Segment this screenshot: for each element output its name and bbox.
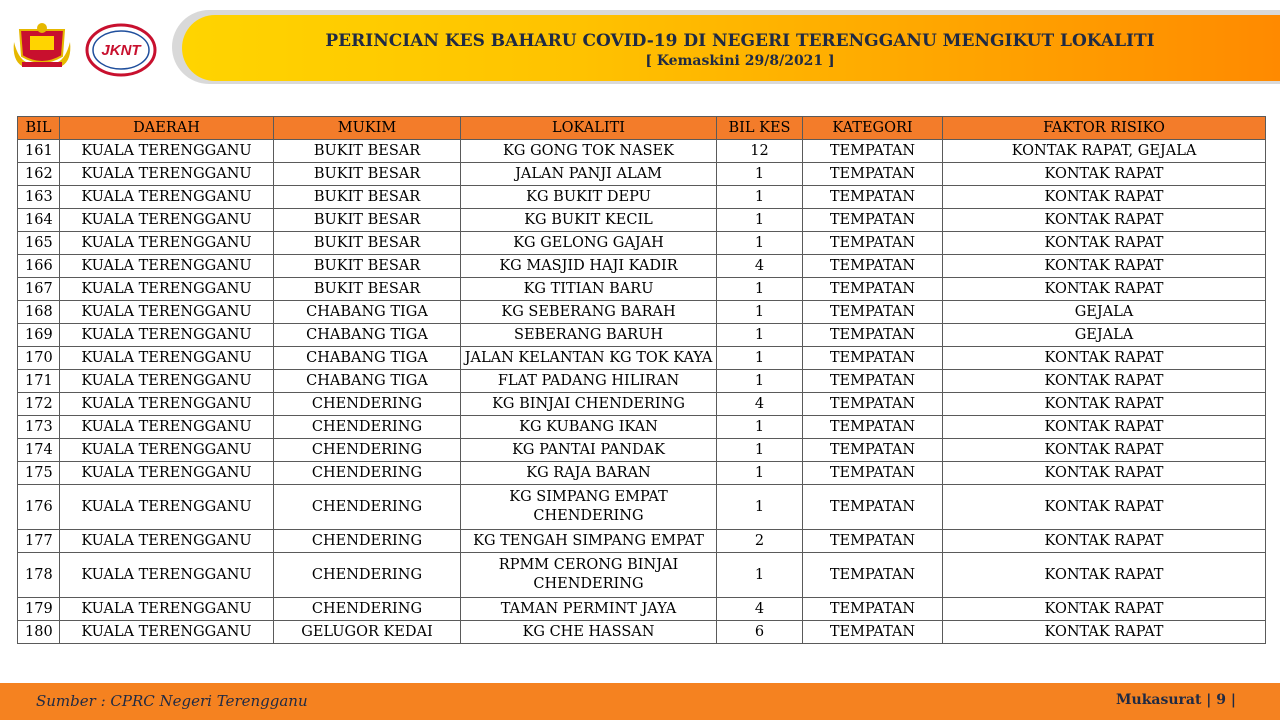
cell-mukim: BUKIT BESAR — [274, 278, 461, 301]
cell-faktor-risiko: KONTAK RAPAT — [943, 621, 1266, 644]
cell-lokaliti: SEBERANG BARUH — [461, 324, 717, 347]
kkm-crest-logo — [12, 22, 72, 84]
cell-bil-kes: 4 — [717, 393, 803, 416]
cell-bil: 166 — [18, 255, 60, 278]
cell-daerah: KUALA TERENGGANU — [60, 255, 274, 278]
table-row — [18, 324, 1266, 347]
cell-daerah: KUALA TERENGGANU — [60, 439, 274, 462]
cell-mukim: CHENDERING — [274, 598, 461, 621]
jknt-logo-text: JKNT — [101, 42, 141, 59]
cell-bil-kes: 1 — [717, 370, 803, 393]
cell-kategori: TEMPATAN — [803, 462, 943, 485]
cell-faktor-risiko: KONTAK RAPAT — [943, 347, 1266, 370]
cell-mukim: BUKIT BESAR — [274, 255, 461, 278]
cell-mukim: CHENDERING — [274, 393, 461, 416]
cell-mukim: CHENDERING — [274, 485, 461, 530]
cell-lokaliti: KG MASJID HAJI KADIR — [461, 255, 717, 278]
cell-kategori: TEMPATAN — [803, 370, 943, 393]
cell-bil: 174 — [18, 439, 60, 462]
table-row — [18, 553, 1266, 598]
col-header-bil-kes: BIL KES — [717, 117, 803, 140]
cell-kategori: TEMPATAN — [803, 598, 943, 621]
cell-bil-kes: 1 — [717, 439, 803, 462]
cell-bil: 177 — [18, 530, 60, 553]
page-number: Mukasurat | 9 | — [1116, 692, 1236, 708]
cell-faktor-risiko: KONTAK RAPAT — [943, 530, 1266, 553]
col-header-daerah: DAERAH — [60, 117, 274, 140]
cell-lokaliti: KG BUKIT DEPU — [461, 186, 717, 209]
table-row — [18, 416, 1266, 439]
cell-lokaliti: KG BUKIT KECIL — [461, 209, 717, 232]
cell-daerah: KUALA TERENGGANU — [60, 278, 274, 301]
cell-kategori: TEMPATAN — [803, 209, 943, 232]
cell-faktor-risiko: KONTAK RAPAT — [943, 186, 1266, 209]
cell-daerah: KUALA TERENGGANU — [60, 598, 274, 621]
table-row — [18, 347, 1266, 370]
table-row — [18, 140, 1266, 163]
cell-kategori: TEMPATAN — [803, 140, 943, 163]
cell-lokaliti: KG SIMPANG EMPAT CHENDERING — [461, 485, 717, 530]
cell-faktor-risiko: KONTAK RAPAT — [943, 439, 1266, 462]
cell-lokaliti: KG PANTAI PANDAK — [461, 439, 717, 462]
table-row — [18, 439, 1266, 462]
cell-bil: 167 — [18, 278, 60, 301]
col-header-mukim: MUKIM — [274, 117, 461, 140]
cell-bil-kes: 1 — [717, 186, 803, 209]
cell-daerah: KUALA TERENGGANU — [60, 347, 274, 370]
cell-bil-kes: 1 — [717, 485, 803, 530]
cell-daerah: KUALA TERENGGANU — [60, 553, 274, 598]
table-row — [18, 278, 1266, 301]
cell-bil: 171 — [18, 370, 60, 393]
cell-faktor-risiko: KONTAK RAPAT — [943, 598, 1266, 621]
cell-faktor-risiko: KONTAK RAPAT — [943, 370, 1266, 393]
cell-daerah: KUALA TERENGGANU — [60, 530, 274, 553]
footer-bar — [0, 683, 1280, 720]
cell-bil: 162 — [18, 163, 60, 186]
cell-lokaliti: KG KUBANG IKAN — [461, 416, 717, 439]
cell-lokaliti: KG RAJA BARAN — [461, 462, 717, 485]
col-header-faktor-risiko: FAKTOR RISIKO — [943, 117, 1266, 140]
cell-lokaliti: KG GELONG GAJAH — [461, 232, 717, 255]
cell-mukim: CHENDERING — [274, 416, 461, 439]
cell-mukim: BUKIT BESAR — [274, 186, 461, 209]
cell-lokaliti: KG BINJAI CHENDERING — [461, 393, 717, 416]
cases-table — [17, 116, 1266, 644]
cell-kategori: TEMPATAN — [803, 278, 943, 301]
table-row — [18, 462, 1266, 485]
cell-lokaliti: KG TITIAN BARU — [461, 278, 717, 301]
cell-bil: 178 — [18, 553, 60, 598]
cell-daerah: KUALA TERENGGANU — [60, 621, 274, 644]
cell-bil: 168 — [18, 301, 60, 324]
cell-daerah: KUALA TERENGGANU — [60, 301, 274, 324]
cell-bil: 175 — [18, 462, 60, 485]
cell-bil: 165 — [18, 232, 60, 255]
page-header — [0, 0, 1280, 100]
cell-kategori: TEMPATAN — [803, 553, 943, 598]
table-row — [18, 186, 1266, 209]
cell-mukim: BUKIT BESAR — [274, 163, 461, 186]
cell-lokaliti: KG SEBERANG BARAH — [461, 301, 717, 324]
cell-bil: 179 — [18, 598, 60, 621]
cell-daerah: KUALA TERENGGANU — [60, 163, 274, 186]
cell-bil-kes: 1 — [717, 209, 803, 232]
cell-kategori: TEMPATAN — [803, 186, 943, 209]
cell-kategori: TEMPATAN — [803, 347, 943, 370]
cell-bil-kes: 1 — [717, 324, 803, 347]
cases-table-container — [17, 116, 1265, 644]
cell-bil: 170 — [18, 347, 60, 370]
cell-kategori: TEMPATAN — [803, 163, 943, 186]
table-header-row — [18, 117, 1266, 140]
cell-bil: 169 — [18, 324, 60, 347]
cell-bil-kes: 2 — [717, 530, 803, 553]
cell-bil-kes: 6 — [717, 621, 803, 644]
table-row — [18, 255, 1266, 278]
col-header-kategori: KATEGORI — [803, 117, 943, 140]
cell-mukim: CHABANG TIGA — [274, 347, 461, 370]
cell-mukim: CHENDERING — [274, 553, 461, 598]
cell-kategori: TEMPATAN — [803, 232, 943, 255]
page-title: PERINCIAN KES BAHARU COVID-19 DI NEGERI TERENGGANU MENGIKUT LOKALITI — [325, 31, 1155, 51]
table-row — [18, 485, 1266, 530]
cell-lokaliti: JALAN PANJI ALAM — [461, 163, 717, 186]
cell-faktor-risiko: KONTAK RAPAT — [943, 278, 1266, 301]
cell-mukim: CHABANG TIGA — [274, 301, 461, 324]
col-header-lokaliti: LOKALITI — [461, 117, 717, 140]
table-row — [18, 209, 1266, 232]
cell-bil: 163 — [18, 186, 60, 209]
cell-faktor-risiko: KONTAK RAPAT — [943, 255, 1266, 278]
cell-faktor-risiko: GEJALA — [943, 301, 1266, 324]
cell-kategori: TEMPATAN — [803, 485, 943, 530]
cell-lokaliti: KG TENGAH SIMPANG EMPAT — [461, 530, 717, 553]
cell-kategori: TEMPATAN — [803, 530, 943, 553]
cell-mukim: CHENDERING — [274, 530, 461, 553]
cell-mukim: CHENDERING — [274, 439, 461, 462]
cell-kategori: TEMPATAN — [803, 416, 943, 439]
cell-bil-kes: 1 — [717, 163, 803, 186]
cell-daerah: KUALA TERENGGANU — [60, 232, 274, 255]
cell-daerah: KUALA TERENGGANU — [60, 186, 274, 209]
cell-bil-kes: 1 — [717, 347, 803, 370]
cell-faktor-risiko: KONTAK RAPAT, GEJALA — [943, 140, 1266, 163]
cell-bil: 180 — [18, 621, 60, 644]
jknt-logo — [84, 22, 158, 78]
table-row — [18, 530, 1266, 553]
source-note: Sumber : CPRC Negeri Terengganu — [36, 692, 308, 710]
cell-faktor-risiko: KONTAK RAPAT — [943, 462, 1266, 485]
cell-bil-kes: 1 — [717, 553, 803, 598]
cell-lokaliti: JALAN KELANTAN KG TOK KAYA — [461, 347, 717, 370]
cell-bil-kes: 1 — [717, 462, 803, 485]
cell-kategori: TEMPATAN — [803, 324, 943, 347]
cell-mukim: BUKIT BESAR — [274, 140, 461, 163]
cell-bil: 161 — [18, 140, 60, 163]
col-header-bil: BIL — [18, 117, 60, 140]
cell-faktor-risiko: KONTAK RAPAT — [943, 209, 1266, 232]
cell-daerah: KUALA TERENGGANU — [60, 140, 274, 163]
cell-lokaliti: RPMM CERONG BINJAI CHENDERING — [461, 553, 717, 598]
cell-mukim: CHENDERING — [274, 462, 461, 485]
table-row — [18, 598, 1266, 621]
cell-daerah: KUALA TERENGGANU — [60, 370, 274, 393]
cell-bil: 176 — [18, 485, 60, 530]
cell-faktor-risiko: KONTAK RAPAT — [943, 416, 1266, 439]
cell-faktor-risiko: KONTAK RAPAT — [943, 393, 1266, 416]
cell-bil-kes: 4 — [717, 255, 803, 278]
cell-bil: 173 — [18, 416, 60, 439]
cell-daerah: KUALA TERENGGANU — [60, 324, 274, 347]
table-row — [18, 232, 1266, 255]
cell-faktor-risiko: KONTAK RAPAT — [943, 163, 1266, 186]
cell-bil-kes: 12 — [717, 140, 803, 163]
cell-lokaliti: TAMAN PERMINT JAYA — [461, 598, 717, 621]
cell-bil: 164 — [18, 209, 60, 232]
table-row — [18, 163, 1266, 186]
cell-faktor-risiko: GEJALA — [943, 324, 1266, 347]
cell-bil-kes: 1 — [717, 301, 803, 324]
cell-mukim: CHABANG TIGA — [274, 324, 461, 347]
cell-daerah: KUALA TERENGGANU — [60, 209, 274, 232]
cell-mukim: GELUGOR KEDAI — [274, 621, 461, 644]
cell-daerah: KUALA TERENGGANU — [60, 462, 274, 485]
cell-daerah: KUALA TERENGGANU — [60, 393, 274, 416]
page-subtitle: [ Kemaskini 29/8/2021 ] — [645, 53, 835, 69]
cell-faktor-risiko: KONTAK RAPAT — [943, 485, 1266, 530]
table-row — [18, 301, 1266, 324]
cell-kategori: TEMPATAN — [803, 439, 943, 462]
cell-lokaliti: KG CHE HASSAN — [461, 621, 717, 644]
cell-kategori: TEMPATAN — [803, 393, 943, 416]
cell-kategori: TEMPATAN — [803, 621, 943, 644]
cell-daerah: KUALA TERENGGANU — [60, 416, 274, 439]
cell-mukim: BUKIT BESAR — [274, 209, 461, 232]
table-row — [18, 393, 1266, 416]
cell-bil-kes: 1 — [717, 416, 803, 439]
cell-bil-kes: 1 — [717, 232, 803, 255]
cell-bil: 172 — [18, 393, 60, 416]
cell-faktor-risiko: KONTAK RAPAT — [943, 553, 1266, 598]
cell-daerah: KUALA TERENGGANU — [60, 485, 274, 530]
cell-lokaliti: FLAT PADANG HILIRAN — [461, 370, 717, 393]
cell-mukim: BUKIT BESAR — [274, 232, 461, 255]
cell-kategori: TEMPATAN — [803, 255, 943, 278]
cell-faktor-risiko: KONTAK RAPAT — [943, 232, 1266, 255]
cell-bil-kes: 4 — [717, 598, 803, 621]
table-row — [18, 621, 1266, 644]
cell-mukim: CHABANG TIGA — [274, 370, 461, 393]
cell-bil-kes: 1 — [717, 278, 803, 301]
table-row — [18, 370, 1266, 393]
cell-lokaliti: KG GONG TOK NASEK — [461, 140, 717, 163]
cell-kategori: TEMPATAN — [803, 301, 943, 324]
